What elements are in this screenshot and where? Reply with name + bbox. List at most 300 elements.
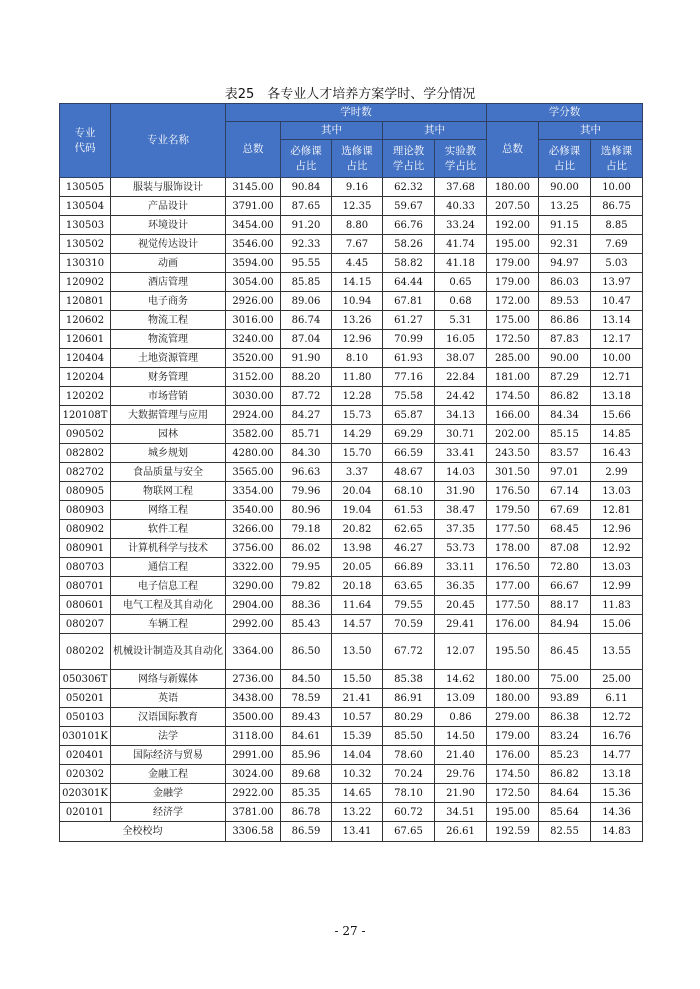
major-code: 020302 bbox=[60, 765, 111, 784]
table-cell: 13.09 bbox=[435, 689, 487, 708]
table-cell: 14.85 bbox=[591, 425, 643, 444]
table-cell: 20.45 bbox=[435, 596, 487, 615]
table-cell: 9.16 bbox=[332, 178, 383, 197]
table-cell: 93.89 bbox=[539, 689, 591, 708]
table-cell: 78.59 bbox=[281, 689, 332, 708]
table-cell: 85.50 bbox=[383, 727, 435, 746]
table-cell: 61.27 bbox=[383, 311, 435, 330]
table-cell: 207.50 bbox=[487, 197, 539, 216]
table-cell: 38.07 bbox=[435, 349, 487, 368]
table-cell: 176.50 bbox=[487, 482, 539, 501]
table-cell: 178.00 bbox=[487, 539, 539, 558]
table-cell: 84.64 bbox=[539, 784, 591, 803]
table-cell: 12.17 bbox=[591, 330, 643, 349]
table-cell: 8.10 bbox=[332, 349, 383, 368]
major-name: 食品质量与安全 bbox=[111, 463, 226, 482]
major-name: 经济学 bbox=[111, 803, 226, 822]
table-cell: 84.50 bbox=[281, 670, 332, 689]
table-cell: 29.76 bbox=[435, 765, 487, 784]
table-cell: 3354.00 bbox=[226, 482, 281, 501]
table-cell: 3364.00 bbox=[226, 634, 281, 670]
table-cell: 31.90 bbox=[435, 482, 487, 501]
table-cell: 67.65 bbox=[383, 822, 435, 842]
table-row bbox=[60, 463, 643, 482]
table-cell: 4280.00 bbox=[226, 444, 281, 463]
major-code: 020101 bbox=[60, 803, 111, 822]
table-cell: 95.55 bbox=[281, 254, 332, 273]
major-code: 020301K bbox=[60, 784, 111, 803]
table-cell: 33.24 bbox=[435, 216, 487, 235]
table-cell: 0.68 bbox=[435, 292, 487, 311]
major-code: 090502 bbox=[60, 425, 111, 444]
table-cell: 3290.00 bbox=[226, 577, 281, 596]
table-cell: 10.32 bbox=[332, 765, 383, 784]
table-cell: 92.33 bbox=[281, 235, 332, 254]
table-row bbox=[60, 727, 643, 746]
table-cell: 21.41 bbox=[332, 689, 383, 708]
table-cell: 62.65 bbox=[383, 520, 435, 539]
header-hours-group: 学时数 bbox=[226, 104, 487, 122]
table-cell: 8.85 bbox=[591, 216, 643, 235]
table-row bbox=[60, 292, 643, 311]
table-cell: 3546.00 bbox=[226, 235, 281, 254]
major-code: 030101K bbox=[60, 727, 111, 746]
table-cell: 84.94 bbox=[539, 615, 591, 634]
table-cell: 12.96 bbox=[591, 520, 643, 539]
major-name: 金融学 bbox=[111, 784, 226, 803]
table-cell: 7.69 bbox=[591, 235, 643, 254]
table-cell: 3454.00 bbox=[226, 216, 281, 235]
table-cell: 301.50 bbox=[487, 463, 539, 482]
table-cell: 85.85 bbox=[281, 273, 332, 292]
major-name: 物流工程 bbox=[111, 311, 226, 330]
table-cell: 14.03 bbox=[435, 463, 487, 482]
table-cell: 70.24 bbox=[383, 765, 435, 784]
table-cell: 69.29 bbox=[383, 425, 435, 444]
header-practice-pct: 实验教学占比 bbox=[435, 140, 487, 178]
table-cell: 13.18 bbox=[591, 765, 643, 784]
table-cell: 66.59 bbox=[383, 444, 435, 463]
table-cell: 84.27 bbox=[281, 406, 332, 425]
table-row bbox=[60, 765, 643, 784]
major-name: 物流管理 bbox=[111, 330, 226, 349]
table-cell: 86.02 bbox=[281, 539, 332, 558]
table-cell: 77.16 bbox=[383, 368, 435, 387]
major-name: 动画 bbox=[111, 254, 226, 273]
table-cell: 3118.00 bbox=[226, 727, 281, 746]
table-cell: 192.59 bbox=[487, 822, 539, 842]
table-row bbox=[60, 311, 643, 330]
table-cell: 12.99 bbox=[591, 577, 643, 596]
table-cell: 58.82 bbox=[383, 254, 435, 273]
table-cell: 89.53 bbox=[539, 292, 591, 311]
major-name: 车辆工程 bbox=[111, 615, 226, 634]
table-cell: 65.87 bbox=[383, 406, 435, 425]
table-row bbox=[60, 670, 643, 689]
table-cell: 6.11 bbox=[591, 689, 643, 708]
major-code: 050306T bbox=[60, 670, 111, 689]
table-cell: 90.00 bbox=[539, 349, 591, 368]
table-cell: 63.65 bbox=[383, 577, 435, 596]
table-cell: 21.40 bbox=[435, 746, 487, 765]
table-cell: 13.55 bbox=[591, 634, 643, 670]
table-cell: 66.89 bbox=[383, 558, 435, 577]
major-name: 大数据管理与应用 bbox=[111, 406, 226, 425]
table-row bbox=[60, 501, 643, 520]
table-cell: 85.15 bbox=[539, 425, 591, 444]
table-cell: 22.84 bbox=[435, 368, 487, 387]
table-cell: 48.67 bbox=[383, 463, 435, 482]
major-code: 050103 bbox=[60, 708, 111, 727]
table-cell: 285.00 bbox=[487, 349, 539, 368]
table-cell: 13.50 bbox=[332, 634, 383, 670]
major-code: 120902 bbox=[60, 273, 111, 292]
table-cell: 179.50 bbox=[487, 501, 539, 520]
table-cell: 13.98 bbox=[332, 539, 383, 558]
table-row bbox=[60, 746, 643, 765]
table-cell: 89.68 bbox=[281, 765, 332, 784]
major-name: 网络与新媒体 bbox=[111, 670, 226, 689]
table-cell: 179.00 bbox=[487, 273, 539, 292]
table-cell: 172.00 bbox=[487, 292, 539, 311]
major-name: 国际经济与贸易 bbox=[111, 746, 226, 765]
table-cell: 10.47 bbox=[591, 292, 643, 311]
table-cell: 79.95 bbox=[281, 558, 332, 577]
table-cell: 21.90 bbox=[435, 784, 487, 803]
table-cell: 14.77 bbox=[591, 746, 643, 765]
major-code: 082702 bbox=[60, 463, 111, 482]
major-code: 080905 bbox=[60, 482, 111, 501]
table-cell: 96.63 bbox=[281, 463, 332, 482]
table-row bbox=[60, 539, 643, 558]
table-cell: 66.76 bbox=[383, 216, 435, 235]
table-cell: 11.64 bbox=[332, 596, 383, 615]
major-code: 080703 bbox=[60, 558, 111, 577]
table-cell: 14.65 bbox=[332, 784, 383, 803]
table-cell: 86.74 bbox=[281, 311, 332, 330]
table-row bbox=[60, 273, 643, 292]
table-cell: 10.57 bbox=[332, 708, 383, 727]
major-name: 英语 bbox=[111, 689, 226, 708]
table-cell: 195.00 bbox=[487, 803, 539, 822]
table-cell: 90.00 bbox=[539, 178, 591, 197]
table-cell: 84.30 bbox=[281, 444, 332, 463]
table-cell: 10.94 bbox=[332, 292, 383, 311]
table-cell: 3152.00 bbox=[226, 368, 281, 387]
table-cell: 85.96 bbox=[281, 746, 332, 765]
table-cell: 88.17 bbox=[539, 596, 591, 615]
table-cell: 2.99 bbox=[591, 463, 643, 482]
table-cell: 75.58 bbox=[383, 387, 435, 406]
major-code: 050201 bbox=[60, 689, 111, 708]
table-cell: 58.26 bbox=[383, 235, 435, 254]
table-cell: 5.03 bbox=[591, 254, 643, 273]
major-name: 通信工程 bbox=[111, 558, 226, 577]
table-cell: 3791.00 bbox=[226, 197, 281, 216]
table-cell: 83.57 bbox=[539, 444, 591, 463]
table-cell: 15.36 bbox=[591, 784, 643, 803]
table-cell: 75.00 bbox=[539, 670, 591, 689]
major-code: 130310 bbox=[60, 254, 111, 273]
table-cell: 3016.00 bbox=[226, 311, 281, 330]
table-cell: 86.59 bbox=[281, 822, 332, 842]
table-cell: 2991.00 bbox=[226, 746, 281, 765]
table-cell: 62.32 bbox=[383, 178, 435, 197]
table-cell: 12.35 bbox=[332, 197, 383, 216]
table-cell: 20.04 bbox=[332, 482, 383, 501]
major-code: 130505 bbox=[60, 178, 111, 197]
table-cell: 13.14 bbox=[591, 311, 643, 330]
header-cred-elec-pct: 选修课占比 bbox=[591, 140, 643, 178]
table-row bbox=[60, 387, 643, 406]
table-cell: 84.34 bbox=[539, 406, 591, 425]
table-cell: 91.15 bbox=[539, 216, 591, 235]
table-cell: 12.96 bbox=[332, 330, 383, 349]
major-name: 电气工程及其自动化 bbox=[111, 596, 226, 615]
table-cell: 13.03 bbox=[591, 482, 643, 501]
table-cell: 3438.00 bbox=[226, 689, 281, 708]
major-code: 130502 bbox=[60, 235, 111, 254]
header-credits-group: 学分数 bbox=[487, 104, 643, 122]
major-name: 网络工程 bbox=[111, 501, 226, 520]
table-row bbox=[60, 689, 643, 708]
table-cell: 3030.00 bbox=[226, 387, 281, 406]
table-cell: 91.90 bbox=[281, 349, 332, 368]
table-cell: 92.31 bbox=[539, 235, 591, 254]
table-row bbox=[60, 178, 643, 197]
table-cell: 30.71 bbox=[435, 425, 487, 444]
table-cell: 68.10 bbox=[383, 482, 435, 501]
table-cell: 3582.00 bbox=[226, 425, 281, 444]
table-cell: 90.84 bbox=[281, 178, 332, 197]
table-cell: 14.62 bbox=[435, 670, 487, 689]
table-cell: 37.35 bbox=[435, 520, 487, 539]
table-row bbox=[60, 520, 643, 539]
major-name: 视觉传达设计 bbox=[111, 235, 226, 254]
table-cell: 86.91 bbox=[383, 689, 435, 708]
table-cell: 88.36 bbox=[281, 596, 332, 615]
table-cell: 53.73 bbox=[435, 539, 487, 558]
table-row bbox=[60, 406, 643, 425]
table-cell: 94.97 bbox=[539, 254, 591, 273]
table-cell: 5.31 bbox=[435, 311, 487, 330]
page-number: - 27 - bbox=[334, 924, 366, 938]
table-cell: 85.35 bbox=[281, 784, 332, 803]
table-row bbox=[60, 216, 643, 235]
major-name: 产品设计 bbox=[111, 197, 226, 216]
table-cell: 97.01 bbox=[539, 463, 591, 482]
table-cell: 84.61 bbox=[281, 727, 332, 746]
table-cell: 181.00 bbox=[487, 368, 539, 387]
table-cell: 2924.00 bbox=[226, 406, 281, 425]
table-cell: 16.76 bbox=[591, 727, 643, 746]
table-body bbox=[60, 178, 643, 822]
table-cell: 177.00 bbox=[487, 577, 539, 596]
table-cell: 8.80 bbox=[332, 216, 383, 235]
table-cell: 20.18 bbox=[332, 577, 383, 596]
major-name: 金融工程 bbox=[111, 765, 226, 784]
header-cred-req-pct: 必修课占比 bbox=[539, 140, 591, 178]
table-cell: 89.06 bbox=[281, 292, 332, 311]
table-cell: 15.06 bbox=[591, 615, 643, 634]
table-cell: 67.14 bbox=[539, 482, 591, 501]
table-cell: 61.53 bbox=[383, 501, 435, 520]
table-cell: 14.29 bbox=[332, 425, 383, 444]
table-cell: 2926.00 bbox=[226, 292, 281, 311]
table-cell: 41.74 bbox=[435, 235, 487, 254]
table-cell: 61.93 bbox=[383, 349, 435, 368]
table-cell: 3322.00 bbox=[226, 558, 281, 577]
major-name: 计算机科学与技术 bbox=[111, 539, 226, 558]
table-cell: 13.25 bbox=[539, 197, 591, 216]
table-cell: 172.50 bbox=[487, 784, 539, 803]
table-row bbox=[60, 254, 643, 273]
table-cell: 179.00 bbox=[487, 254, 539, 273]
table-cell: 166.00 bbox=[487, 406, 539, 425]
major-name: 财务管理 bbox=[111, 368, 226, 387]
table-cell: 12.81 bbox=[591, 501, 643, 520]
table-cell: 174.50 bbox=[487, 387, 539, 406]
table-cell: 86.82 bbox=[539, 387, 591, 406]
header-elec-pct: 选修课占比 bbox=[332, 140, 383, 178]
table-cell: 176.00 bbox=[487, 746, 539, 765]
table-cell: 179.00 bbox=[487, 727, 539, 746]
header-of-which-2: 其中 bbox=[383, 122, 487, 140]
table-cell: 36.35 bbox=[435, 577, 487, 596]
table-row bbox=[60, 615, 643, 634]
table-cell: 195.00 bbox=[487, 235, 539, 254]
table-cell: 3756.00 bbox=[226, 539, 281, 558]
major-code: 120601 bbox=[60, 330, 111, 349]
major-code: 080207 bbox=[60, 615, 111, 634]
table-cell: 15.50 bbox=[332, 670, 383, 689]
table-cell: 175.00 bbox=[487, 311, 539, 330]
table-cell: 243.50 bbox=[487, 444, 539, 463]
table-cell: 13.22 bbox=[332, 803, 383, 822]
table-cell: 66.67 bbox=[539, 577, 591, 596]
table-cell: 202.00 bbox=[487, 425, 539, 444]
table-cell: 33.11 bbox=[435, 558, 487, 577]
table-cell: 14.04 bbox=[332, 746, 383, 765]
major-name: 机械设计制造及其自动化 bbox=[111, 634, 226, 670]
table-cell: 78.10 bbox=[383, 784, 435, 803]
table-cell: 180.00 bbox=[487, 670, 539, 689]
table-cell: 13.41 bbox=[332, 822, 383, 842]
table-cell: 79.55 bbox=[383, 596, 435, 615]
table-cell: 3.37 bbox=[332, 463, 383, 482]
table-cell: 14.15 bbox=[332, 273, 383, 292]
table-row bbox=[60, 368, 643, 387]
table-cell: 177.50 bbox=[487, 596, 539, 615]
header-name: 专业名称 bbox=[111, 104, 226, 178]
major-code: 080901 bbox=[60, 539, 111, 558]
table-cell: 86.78 bbox=[281, 803, 332, 822]
table-cell: 0.65 bbox=[435, 273, 487, 292]
major-name: 法学 bbox=[111, 727, 226, 746]
table-cell: 85.71 bbox=[281, 425, 332, 444]
table-row bbox=[60, 197, 643, 216]
table-row bbox=[60, 235, 643, 254]
major-code: 120404 bbox=[60, 349, 111, 368]
table-cell: 19.04 bbox=[332, 501, 383, 520]
table-cell: 20.82 bbox=[332, 520, 383, 539]
table-cell: 68.45 bbox=[539, 520, 591, 539]
table-row bbox=[60, 708, 643, 727]
table-cell: 4.45 bbox=[332, 254, 383, 273]
hours-credits-table bbox=[59, 103, 643, 842]
table-row bbox=[60, 803, 643, 822]
table-cell: 13.97 bbox=[591, 273, 643, 292]
table-row bbox=[60, 634, 643, 670]
table-row bbox=[60, 784, 643, 803]
table-cell: 87.72 bbox=[281, 387, 332, 406]
table-cell: 3500.00 bbox=[226, 708, 281, 727]
table-cell: 80.96 bbox=[281, 501, 332, 520]
table-cell: 11.80 bbox=[332, 368, 383, 387]
table-cell: 174.50 bbox=[487, 765, 539, 784]
header-theory-pct: 理论教学占比 bbox=[383, 140, 435, 178]
table-row bbox=[60, 558, 643, 577]
header-req-pct: 必修课占比 bbox=[281, 140, 332, 178]
major-code: 120602 bbox=[60, 311, 111, 330]
average-label: 全校校均 bbox=[60, 822, 226, 842]
table-cell: 16.43 bbox=[591, 444, 643, 463]
table-cell: 12.28 bbox=[332, 387, 383, 406]
table-cell: 3781.00 bbox=[226, 803, 281, 822]
table-cell: 24.42 bbox=[435, 387, 487, 406]
major-name: 汉语国际教育 bbox=[111, 708, 226, 727]
header-of-which-1: 其中 bbox=[281, 122, 383, 140]
table-cell: 10.00 bbox=[591, 349, 643, 368]
table-cell: 14.83 bbox=[591, 822, 643, 842]
major-name: 软件工程 bbox=[111, 520, 226, 539]
table-cell: 2904.00 bbox=[226, 596, 281, 615]
table-cell: 87.04 bbox=[281, 330, 332, 349]
major-code: 080903 bbox=[60, 501, 111, 520]
table-row bbox=[60, 425, 643, 444]
table-cell: 20.05 bbox=[332, 558, 383, 577]
table-cell: 13.18 bbox=[591, 387, 643, 406]
table-cell: 64.44 bbox=[383, 273, 435, 292]
major-code: 120801 bbox=[60, 292, 111, 311]
table-cell: 87.65 bbox=[281, 197, 332, 216]
table-cell: 86.45 bbox=[539, 634, 591, 670]
table-row bbox=[60, 330, 643, 349]
table-cell: 195.50 bbox=[487, 634, 539, 670]
table-cell: 13.03 bbox=[591, 558, 643, 577]
table-cell: 70.59 bbox=[383, 615, 435, 634]
major-code: 020401 bbox=[60, 746, 111, 765]
table-cell: 15.39 bbox=[332, 727, 383, 746]
table-cell: 67.69 bbox=[539, 501, 591, 520]
table-cell: 192.00 bbox=[487, 216, 539, 235]
major-code: 120108T bbox=[60, 406, 111, 425]
table-cell: 7.67 bbox=[332, 235, 383, 254]
table-cell: 3565.00 bbox=[226, 463, 281, 482]
table-row bbox=[60, 349, 643, 368]
table-cell: 60.72 bbox=[383, 803, 435, 822]
major-name: 园林 bbox=[111, 425, 226, 444]
table-cell: 180.00 bbox=[487, 178, 539, 197]
table-cell: 14.36 bbox=[591, 803, 643, 822]
table-cell: 89.43 bbox=[281, 708, 332, 727]
table-cell: 11.83 bbox=[591, 596, 643, 615]
major-code: 120202 bbox=[60, 387, 111, 406]
table-cell: 3540.00 bbox=[226, 501, 281, 520]
table-cell: 86.86 bbox=[539, 311, 591, 330]
table-cell: 87.29 bbox=[539, 368, 591, 387]
table-cell: 79.82 bbox=[281, 577, 332, 596]
